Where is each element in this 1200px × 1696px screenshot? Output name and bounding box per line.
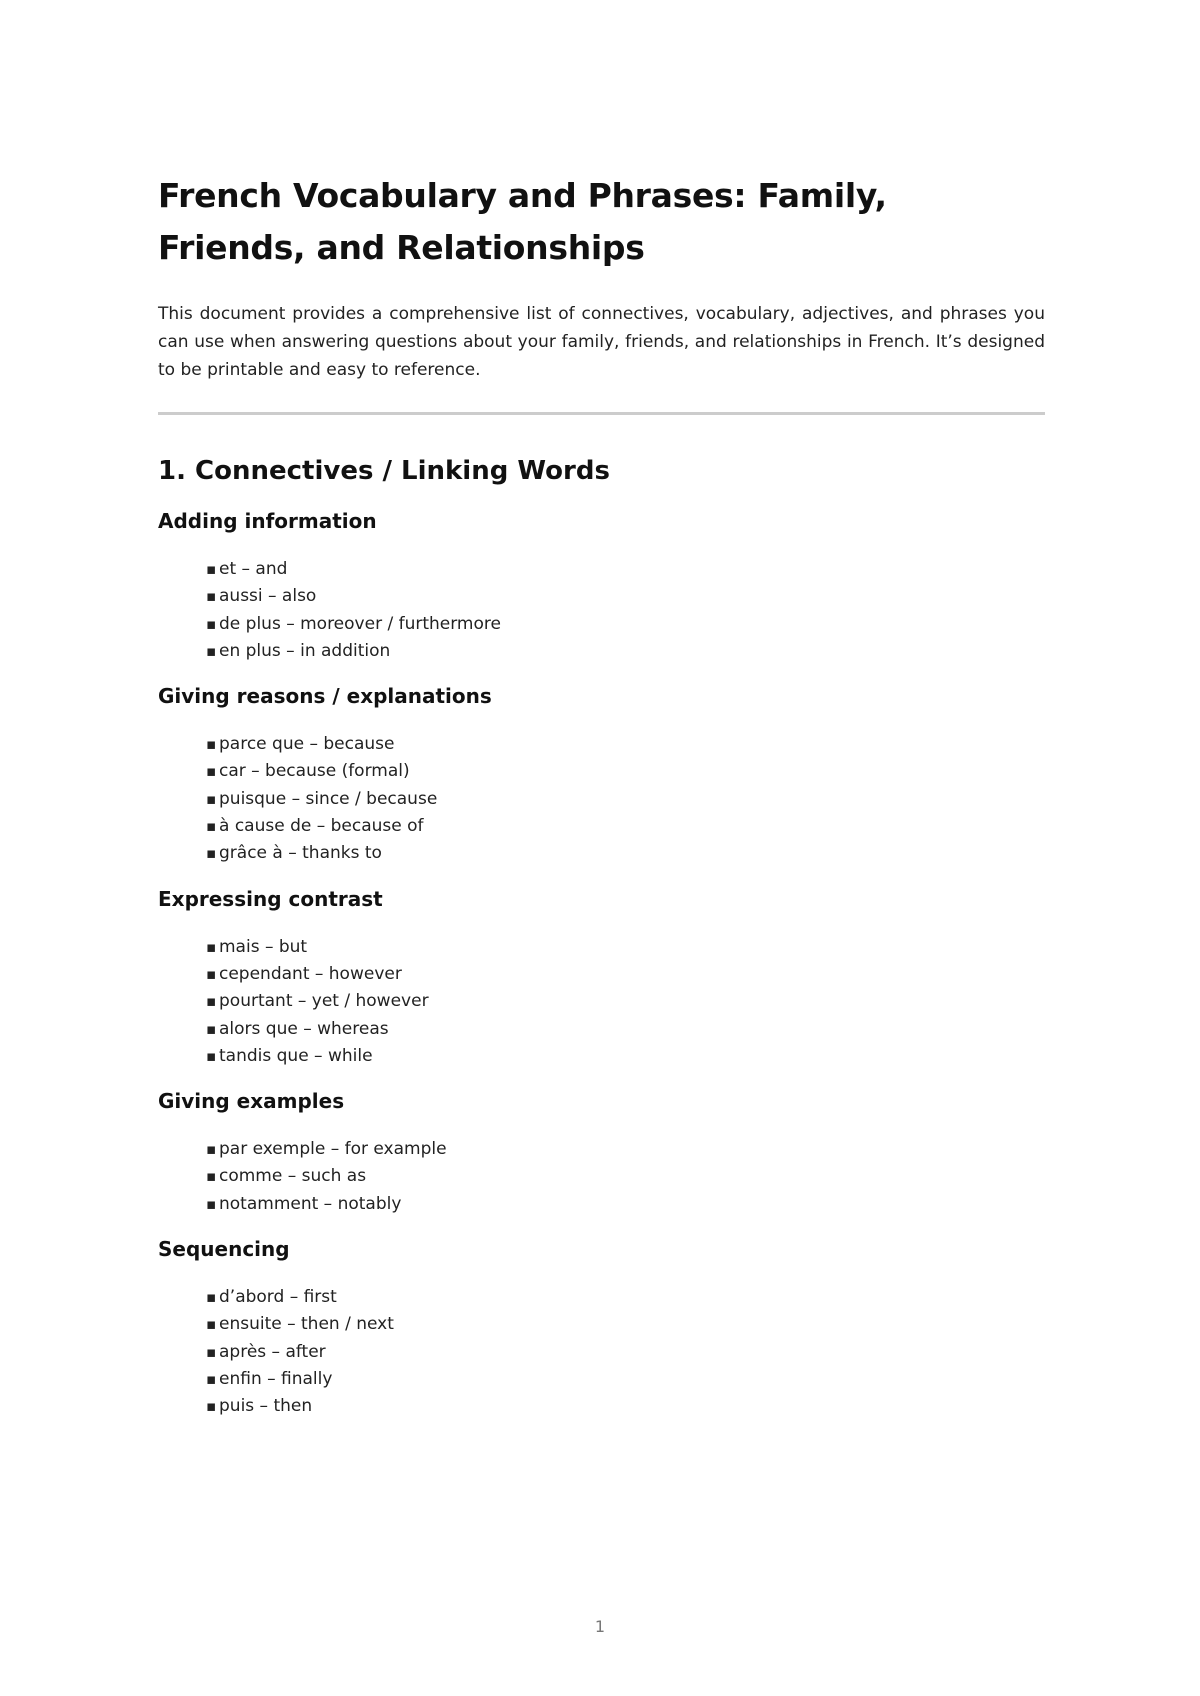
list-item	[206, 1284, 1045, 1311]
list-item-text: enfin – finally	[219, 1368, 333, 1389]
list-item-text: notamment – notably	[219, 1193, 402, 1214]
vocab-list	[158, 731, 1045, 867]
bullet-dot-icon: ▪	[206, 1019, 217, 1038]
list-item-text: et – and	[219, 559, 288, 579]
list-item	[206, 1311, 1045, 1338]
list-item-text: en plus – in addition	[219, 640, 391, 661]
list-item-text: de plus – moreover / furthermore	[219, 613, 501, 634]
list-item-text: par exemple – for example	[219, 1139, 447, 1160]
bullet-dot-icon: ▪	[206, 1288, 217, 1307]
vocab-group	[158, 1087, 1045, 1218]
bullet-dot-icon: ▪	[206, 587, 217, 606]
group-title: Expressing contrast	[158, 886, 383, 911]
bullet-dot-icon: ▪	[206, 1046, 217, 1065]
bullet-dot-icon: ▪	[206, 641, 217, 660]
vocab-group	[158, 885, 1045, 1070]
list-item	[206, 758, 1045, 785]
list-item	[206, 1016, 1045, 1043]
group-title: Giving examples	[158, 1089, 345, 1114]
list-item	[206, 961, 1045, 988]
list-item-text: tandis que – while	[219, 1045, 373, 1066]
document-page	[158, 170, 1045, 1421]
bullet-dot-icon: ▪	[206, 762, 217, 781]
list-item-text: ensuite – then / next	[219, 1314, 394, 1335]
list-item	[206, 1366, 1045, 1393]
group-title: Adding information	[158, 509, 377, 533]
list-item	[206, 638, 1045, 665]
list-item	[206, 786, 1045, 813]
list-item-text: puis – then	[219, 1396, 313, 1417]
list-item-text: d’abord – first	[219, 1287, 337, 1308]
list-item-text: mais – but	[219, 936, 308, 957]
bullet-dot-icon: ▪	[206, 1194, 217, 1213]
list-item-text: pourtant – yet / however	[219, 991, 429, 1012]
list-item-text: puisque – since / because	[219, 788, 438, 809]
page-number: 1	[594, 1617, 606, 1636]
list-item-text: alors que – whereas	[219, 1018, 389, 1039]
bullet-dot-icon: ▪	[206, 1369, 217, 1388]
list-item-text: parce que – because	[219, 734, 395, 755]
vocab-list	[158, 1136, 1045, 1218]
group-title: Giving reasons / explanations	[158, 684, 492, 709]
bullet-dot-icon: ▪	[206, 1140, 217, 1159]
bullet-dot-icon: ▪	[206, 1342, 217, 1361]
bullet-dot-icon: ▪	[206, 992, 217, 1011]
bullet-dot-icon: ▪	[206, 560, 217, 578]
vocab-list	[158, 556, 1045, 665]
bullet-dot-icon: ▪	[206, 1397, 217, 1416]
list-item	[206, 611, 1045, 638]
list-item-text: aussi – also	[219, 586, 317, 607]
intro-paragraph: This document provides a comprehensive list of connectives, vocabulary, adjectives, and phrases you can use when answering questions about your family, friends, and relationships in French. It’s designed to be printable and easy to reference.	[158, 304, 1045, 380]
bullet-dot-icon: ▪	[206, 1167, 217, 1186]
bullet-dot-icon: ▪	[206, 789, 217, 808]
vocab-group	[158, 682, 1045, 867]
vocab-list	[158, 1284, 1045, 1420]
bullet-dot-icon: ▪	[206, 614, 217, 633]
bullet-dot-icon: ▪	[206, 735, 217, 754]
list-item	[206, 731, 1045, 758]
list-item	[206, 988, 1045, 1015]
list-item	[206, 583, 1045, 610]
list-item	[206, 556, 1045, 583]
list-item	[206, 1136, 1045, 1163]
connectives-groups	[158, 507, 1045, 1421]
list-item	[206, 1163, 1045, 1190]
list-item	[206, 1191, 1045, 1218]
list-item-text: après – after	[219, 1341, 326, 1362]
section-divider	[158, 412, 1045, 415]
section-title-connectives: 1. Connectives / Linking Words	[158, 456, 610, 486]
list-item-text: grâce à – thanks to	[219, 843, 382, 864]
page-title: French Vocabulary and Phrases: Family, Friends, and Relationships	[158, 176, 887, 267]
list-item	[206, 1043, 1045, 1070]
list-item	[206, 934, 1045, 961]
list-item-text: car – because (formal)	[219, 761, 410, 782]
group-title: Sequencing	[158, 1237, 290, 1262]
list-item-text: à cause de – because of	[219, 816, 424, 837]
list-item-text: cependant – however	[219, 963, 402, 984]
vocab-list	[158, 934, 1045, 1070]
bullet-dot-icon: ▪	[206, 844, 217, 863]
list-item	[206, 813, 1045, 840]
list-item-text: comme – such as	[219, 1166, 367, 1187]
vocab-group	[158, 507, 1045, 665]
bullet-dot-icon: ▪	[206, 817, 217, 836]
list-item	[206, 840, 1045, 867]
bullet-dot-icon: ▪	[206, 1315, 217, 1334]
list-item	[206, 1393, 1045, 1420]
vocab-group	[158, 1235, 1045, 1420]
list-item	[206, 1339, 1045, 1366]
bullet-dot-icon: ▪	[206, 964, 217, 983]
bullet-dot-icon: ▪	[206, 937, 217, 956]
